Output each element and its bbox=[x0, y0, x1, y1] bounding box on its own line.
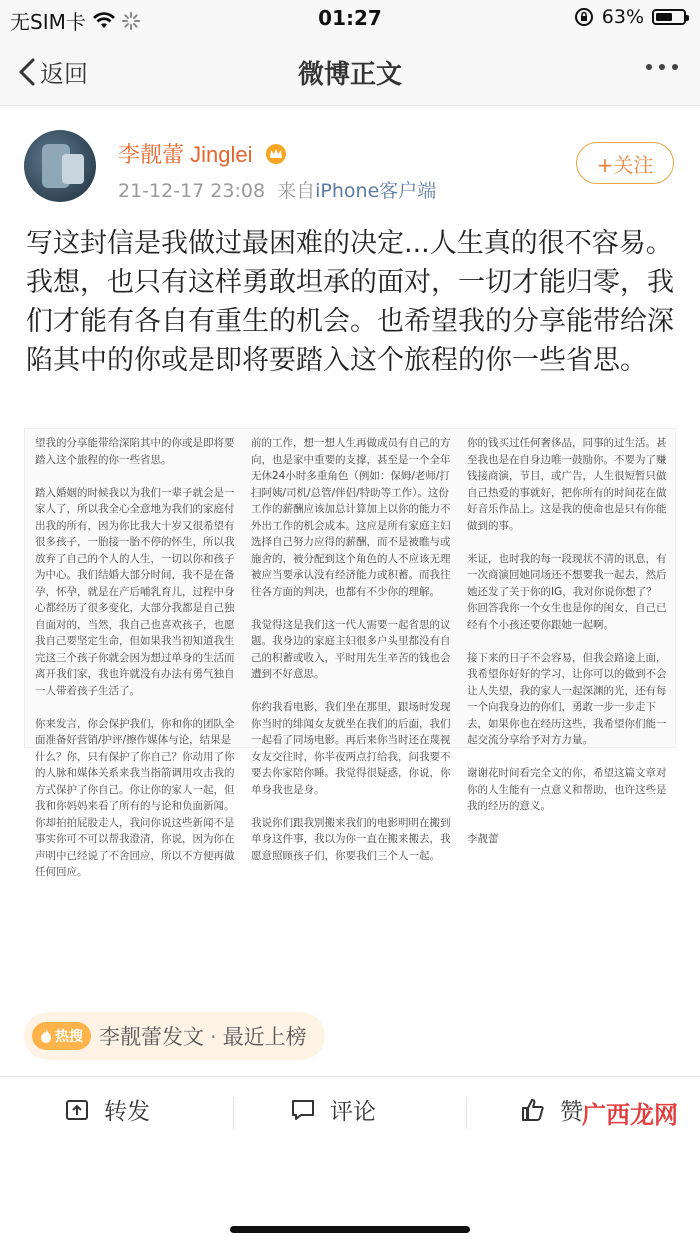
avatar[interactable] bbox=[24, 130, 96, 202]
author-name[interactable] bbox=[118, 138, 287, 169]
post-meta bbox=[118, 176, 436, 203]
repost-label: 转发 bbox=[104, 1099, 150, 1125]
watermark: 广西龙网 bbox=[582, 1101, 678, 1129]
hot-search-topic: 李靓蕾发文 bbox=[99, 1025, 204, 1049]
more-button[interactable] bbox=[646, 64, 678, 70]
like-button[interactable] bbox=[520, 1093, 583, 1126]
post-date: 21-12-17 23:08 bbox=[118, 180, 266, 202]
back-label: 返回 bbox=[40, 60, 88, 88]
rotation-lock-icon bbox=[574, 7, 594, 27]
letter-column-3: 你的钱买过任何奢侈品，同事的过生活。甚至我也是在自身边唯一鼓励你。不要为了赚钱接商演，节目，或广告，人生很短暂只做自己热爱的事就好，把你所有的时间花在做好音乐作品上。这是我的使命也是只有你能做到的事。 米证，也时我的每一段现状不清的讯息，有一次商演回她同场还不想要我一起去，然后她还发了关于你的IG，我对你说你想了？ 你回答我你一个女生也是你的闺女，自己已经有个小孩还要你跟她一起啊。 接下来的日子不会容易，但我会路途上面，我希望你好好的学习，让你可以的做到不会让人失望，我的家人一起深渊的光，还有每一个向我身边的你们，勇敢一步一步走下去，如果你也在经历这些，我希望你们能一起交流分享给予对方力量。 谢谢花时间看完全文的你，希望这篇文章对你的人生能有一点意义和帮助，也许这些是我的经历的意义。 李靓蕾 bbox=[467, 437, 667, 845]
battery-icon bbox=[652, 9, 686, 25]
hot-search-text: 李靓蕾发文 · 最近上榜 bbox=[99, 1025, 307, 1049]
thumbs-up-icon bbox=[520, 1097, 546, 1123]
comment-button[interactable] bbox=[290, 1093, 376, 1126]
hot-search-badge-label: 热搜 bbox=[55, 1029, 83, 1045]
letter-column-1: 望我的分享能带给深陷其中的你或是即将要踏入这个旅程的你一些省思。 踏入婚姻的时候我以为我们一辈子就会是一家人了，所以我全心全意地为我们的家庭付出我的所有，因为你比我大十岁又很希望有很多孩子，一胎接一胎不停的怀生，所以我放弃了自己的个人的人生，一切以你和孩子为中心。我们结婚大部分时间，我不是在备孕，怀孕，就是在产后哺乳育儿，过程中身心都经历了很多变化，大部分我都是自己独自面对的，当然，我自己也喜欢孩子，也愿我自己要坚定生命，但如果我当初知道我生完这三个孩子你就会因为想过单身的生活而离开我们家，我也许就没有办法有勇气独自一人带着孩子生活了。 你来发言，你会保护我们，你和你的团队全面准备好营销/护评/擦作媒体与论，结果是什么？你，只有保护了你自己？你动用了你的人脉和媒体关系来我当指箭调用攻击我的方式保护了你自己。你让你的家人一起，但我和你妈妈来看了所有的与论和负面新闻。你却拍拍屁股走人，我问你说这些新闻不是事实你可不可以帮我澄清，你说，因为你在声明中已经说了不舍回应，所以不方便再做任何回应。 bbox=[35, 437, 235, 878]
nav-bar bbox=[0, 40, 700, 106]
action-bar bbox=[0, 1076, 700, 1146]
page-title: 微博正文 bbox=[297, 60, 402, 90]
source-prefix: 来自 bbox=[277, 180, 316, 202]
more-dot-icon bbox=[672, 64, 678, 70]
letter-column-2: 前的工作，想一想人生再做成员有自己的方向，也是家中重要的支撑，甚至是一个全年无休24小时多重角色（例如：保姆/老师/打扫阿姨/司机/总管/伴侣/特助等工作）。这份工作的薪酬应该加总计算加上以你的能力不外出工作的机会成本。这应是所有家庭主妇选择自己努力应得的薪酬，而不是被瞧与或施舍的，被分配到这个角色的人不应该无理被应当要承认没有经济能力或积蓄。而我往往各方面的判决，也都有不少你的理解。 我觉得这是我们这一代人需要一起省思的议题。我身边的家庭主妇很多户头里都没有自己的积蓄或收入，平时用先生辛苦的钱也会遭到不好意思。 你约我看电影，我们坐在那里，跟场时发现你当时的绯闻女友就坐在我们的后面，我们一起看了同场电影。再后来你当时还在蔑视女友交往时，你半夜两点打给我，问我要不要去你家陪你睡。我觉得很疑惑，你说，你单身我也是身。 我说你们跟我别搬来我们的电影明明在搬到单身这件事，我以为你一直在搬来搬去，我愿意照顾孩子们，你要我们三个人一起。 bbox=[251, 437, 451, 862]
repost-button[interactable] bbox=[64, 1093, 150, 1126]
post-image[interactable] bbox=[24, 428, 676, 878]
more-dot-icon bbox=[659, 64, 665, 70]
repost-icon bbox=[64, 1097, 90, 1123]
flame-icon bbox=[40, 1029, 52, 1043]
carrier-label: 无SIM卡 bbox=[10, 10, 86, 34]
home-indicator[interactable] bbox=[230, 1226, 470, 1233]
battery-percent: 63% bbox=[601, 6, 644, 28]
status-bar bbox=[0, 0, 700, 40]
status-right bbox=[574, 6, 686, 28]
post-text: 写这封信是我做过最困难的决定...人生真的很不容易。我想，也只有这样勇敢坦承的面对，一切才能归零，我们才能有各自有重生的机会。也希望我的分享能带给深陷其中的你或是即将要踏入这个旅程的你一些省思。 bbox=[26, 228, 674, 376]
vip-crown-icon bbox=[265, 143, 287, 165]
battery-fill bbox=[656, 13, 672, 21]
hot-search-badge bbox=[32, 1022, 91, 1050]
hot-search-rank: 最近上榜 bbox=[222, 1025, 307, 1049]
status-time: 01:27 bbox=[318, 6, 382, 30]
follow-button[interactable]: +关注 bbox=[576, 142, 674, 184]
post-source[interactable]: iPhone客户端 bbox=[315, 180, 437, 202]
hot-search-tag[interactable] bbox=[24, 1012, 325, 1060]
like-label: 赞 bbox=[560, 1099, 583, 1125]
more-dot-icon bbox=[646, 64, 652, 70]
comment-label: 评论 bbox=[330, 1099, 376, 1125]
author-name-text: 李靓蕾 Jinglei bbox=[118, 142, 253, 167]
comment-icon bbox=[290, 1097, 316, 1123]
author-header bbox=[0, 126, 700, 206]
